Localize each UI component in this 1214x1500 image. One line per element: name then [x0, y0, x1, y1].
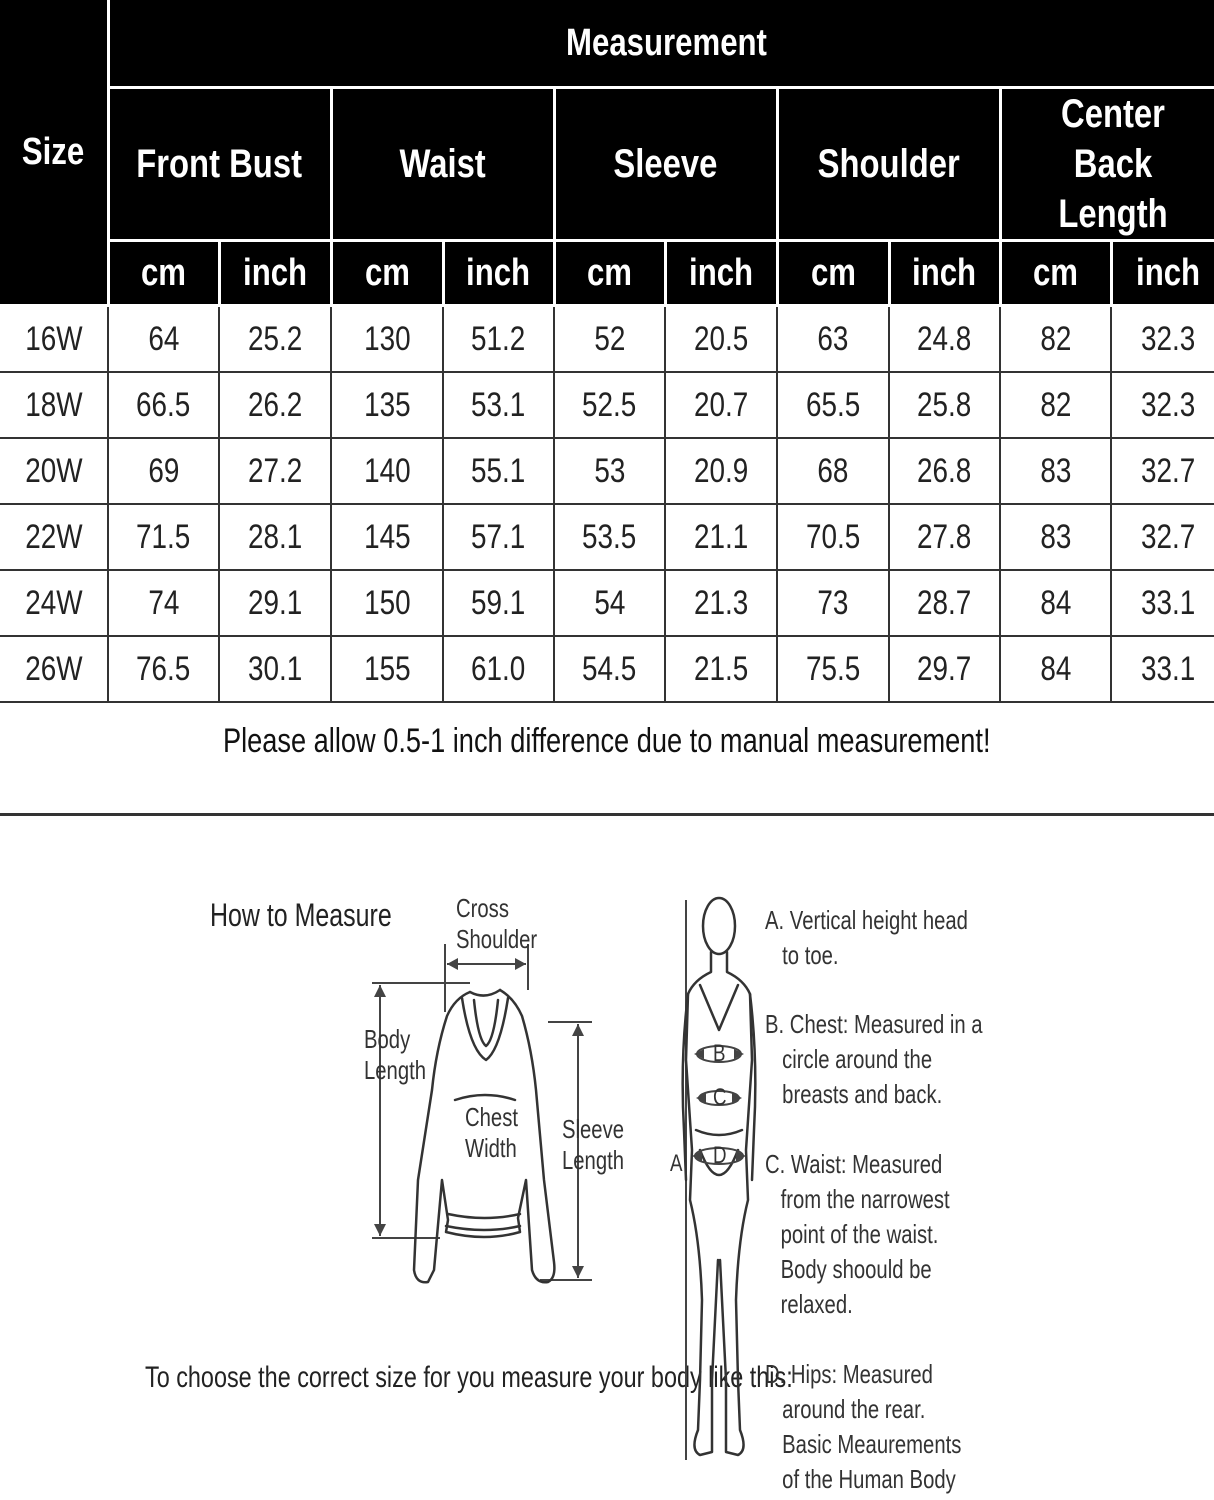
- description-d: D. Hips: Measured around the rear. Basic Meaurements of the Human Body: [765, 1359, 962, 1494]
- value-cell: 83: [1000, 504, 1111, 570]
- value-cell: 54: [554, 570, 665, 636]
- chest-width-label: Chest Width: [465, 1102, 518, 1163]
- value-cell: 21.1: [665, 504, 777, 570]
- size-cell: 18W: [0, 372, 108, 438]
- unit-header-inch: inch: [443, 241, 554, 306]
- value-cell: 155: [331, 636, 443, 702]
- size-cell: 26W: [0, 636, 108, 702]
- value-cell: 20.7: [665, 372, 777, 438]
- value-cell: 83: [1000, 438, 1111, 504]
- body-marker-a: A: [670, 1150, 683, 1177]
- value-cell: 52.5: [554, 372, 665, 438]
- value-cell: 33.1: [1111, 636, 1214, 702]
- unit-header-inch: inch: [219, 241, 331, 306]
- unit-header-cm: cm: [331, 241, 443, 306]
- body-length-label: Body Length: [364, 1024, 427, 1085]
- value-cell: 74: [108, 570, 219, 636]
- value-cell: 26.8: [889, 438, 1000, 504]
- description-a: A. Vertical height head to toe.: [765, 905, 968, 970]
- value-cell: 53: [554, 438, 665, 504]
- value-cell: 20.9: [665, 438, 777, 504]
- value-cell: 59.1: [443, 570, 554, 636]
- value-cell: 29.7: [889, 636, 1000, 702]
- description-c: C. Waist: Measured from the narrowest point of the waist. Body shoould be relaxed.: [765, 1149, 950, 1319]
- value-cell: 20.5: [665, 306, 777, 373]
- value-cell: 63: [777, 306, 889, 373]
- value-cell: 29.1: [219, 570, 331, 636]
- unit-header-inch: inch: [1111, 241, 1214, 306]
- value-cell: 84: [1000, 636, 1111, 702]
- value-cell: 28.1: [219, 504, 331, 570]
- size-cell: 20W: [0, 438, 108, 504]
- size-column-header: Size: [0, 0, 108, 306]
- value-cell: 57.1: [443, 504, 554, 570]
- value-cell: 76.5: [108, 636, 219, 702]
- size-cell: 22W: [0, 504, 108, 570]
- value-cell: 64: [108, 306, 219, 373]
- body-marker-d: D: [713, 1142, 727, 1169]
- how-to-measure-title: How to Measure: [210, 897, 392, 933]
- body-marker-c: C: [713, 1084, 727, 1111]
- value-cell: 33.1: [1111, 570, 1214, 636]
- value-cell: 66.5: [108, 372, 219, 438]
- cross-shoulder-label: Cross Shoulder: [456, 893, 538, 954]
- value-cell: 75.5: [777, 636, 889, 702]
- size-cell: 24W: [0, 570, 108, 636]
- value-cell: 53.5: [554, 504, 665, 570]
- value-cell: 25.2: [219, 306, 331, 373]
- measurement-header: Measurement: [108, 0, 1214, 88]
- group-header-waist: Waist: [331, 88, 554, 241]
- choose-size-instruction: To choose the correct size for you measure your body like this:: [145, 1361, 793, 1394]
- value-cell: 21.5: [665, 636, 777, 702]
- unit-header-cm: cm: [777, 241, 889, 306]
- value-cell: 27.2: [219, 438, 331, 504]
- value-cell: 140: [331, 438, 443, 504]
- value-cell: 69: [108, 438, 219, 504]
- value-cell: 71.5: [108, 504, 219, 570]
- value-cell: 52: [554, 306, 665, 373]
- value-cell: 51.2: [443, 306, 554, 373]
- unit-header-cm: cm: [108, 241, 219, 306]
- value-cell: 30.1: [219, 636, 331, 702]
- group-header-center-back-length: Center Back Length: [1000, 88, 1214, 241]
- value-cell: 84: [1000, 570, 1111, 636]
- value-cell: 32.7: [1111, 504, 1214, 570]
- value-cell: 70.5: [777, 504, 889, 570]
- unit-header-cm: cm: [554, 241, 665, 306]
- body-marker-b: B: [713, 1040, 726, 1067]
- unit-header-inch: inch: [889, 241, 1000, 306]
- group-header-front-bust: Front Bust: [108, 88, 331, 241]
- unit-header-inch: inch: [665, 241, 777, 306]
- value-cell: 150: [331, 570, 443, 636]
- value-cell: 65.5: [777, 372, 889, 438]
- value-cell: 26.2: [219, 372, 331, 438]
- value-cell: 32.7: [1111, 438, 1214, 504]
- sleeve-length-label: Sleeve Length: [562, 1114, 625, 1175]
- value-cell: 130: [331, 306, 443, 373]
- measurement-note: Please allow 0.5-1 inch difference due to manual measurement!: [223, 722, 991, 760]
- value-cell: 24.8: [889, 306, 1000, 373]
- value-cell: 73: [777, 570, 889, 636]
- value-cell: 32.3: [1111, 306, 1214, 373]
- value-cell: 53.1: [443, 372, 554, 438]
- value-cell: 27.8: [889, 504, 1000, 570]
- description-b: B. Chest: Measured in a circle around the breasts and back.: [765, 1009, 983, 1109]
- value-cell: 135: [331, 372, 443, 438]
- value-cell: 32.3: [1111, 372, 1214, 438]
- group-header-sleeve: Sleeve: [554, 88, 777, 241]
- value-cell: 82: [1000, 306, 1111, 373]
- value-cell: 28.7: [889, 570, 1000, 636]
- size-cell: 16W: [0, 306, 108, 373]
- value-cell: 25.8: [889, 372, 1000, 438]
- value-cell: 145: [331, 504, 443, 570]
- value-cell: 68: [777, 438, 889, 504]
- unit-header-cm: cm: [1000, 241, 1111, 306]
- group-header-shoulder: Shoulder: [777, 88, 1000, 241]
- value-cell: 55.1: [443, 438, 554, 504]
- value-cell: 54.5: [554, 636, 665, 702]
- value-cell: 21.3: [665, 570, 777, 636]
- value-cell: 61.0: [443, 636, 554, 702]
- value-cell: 82: [1000, 372, 1111, 438]
